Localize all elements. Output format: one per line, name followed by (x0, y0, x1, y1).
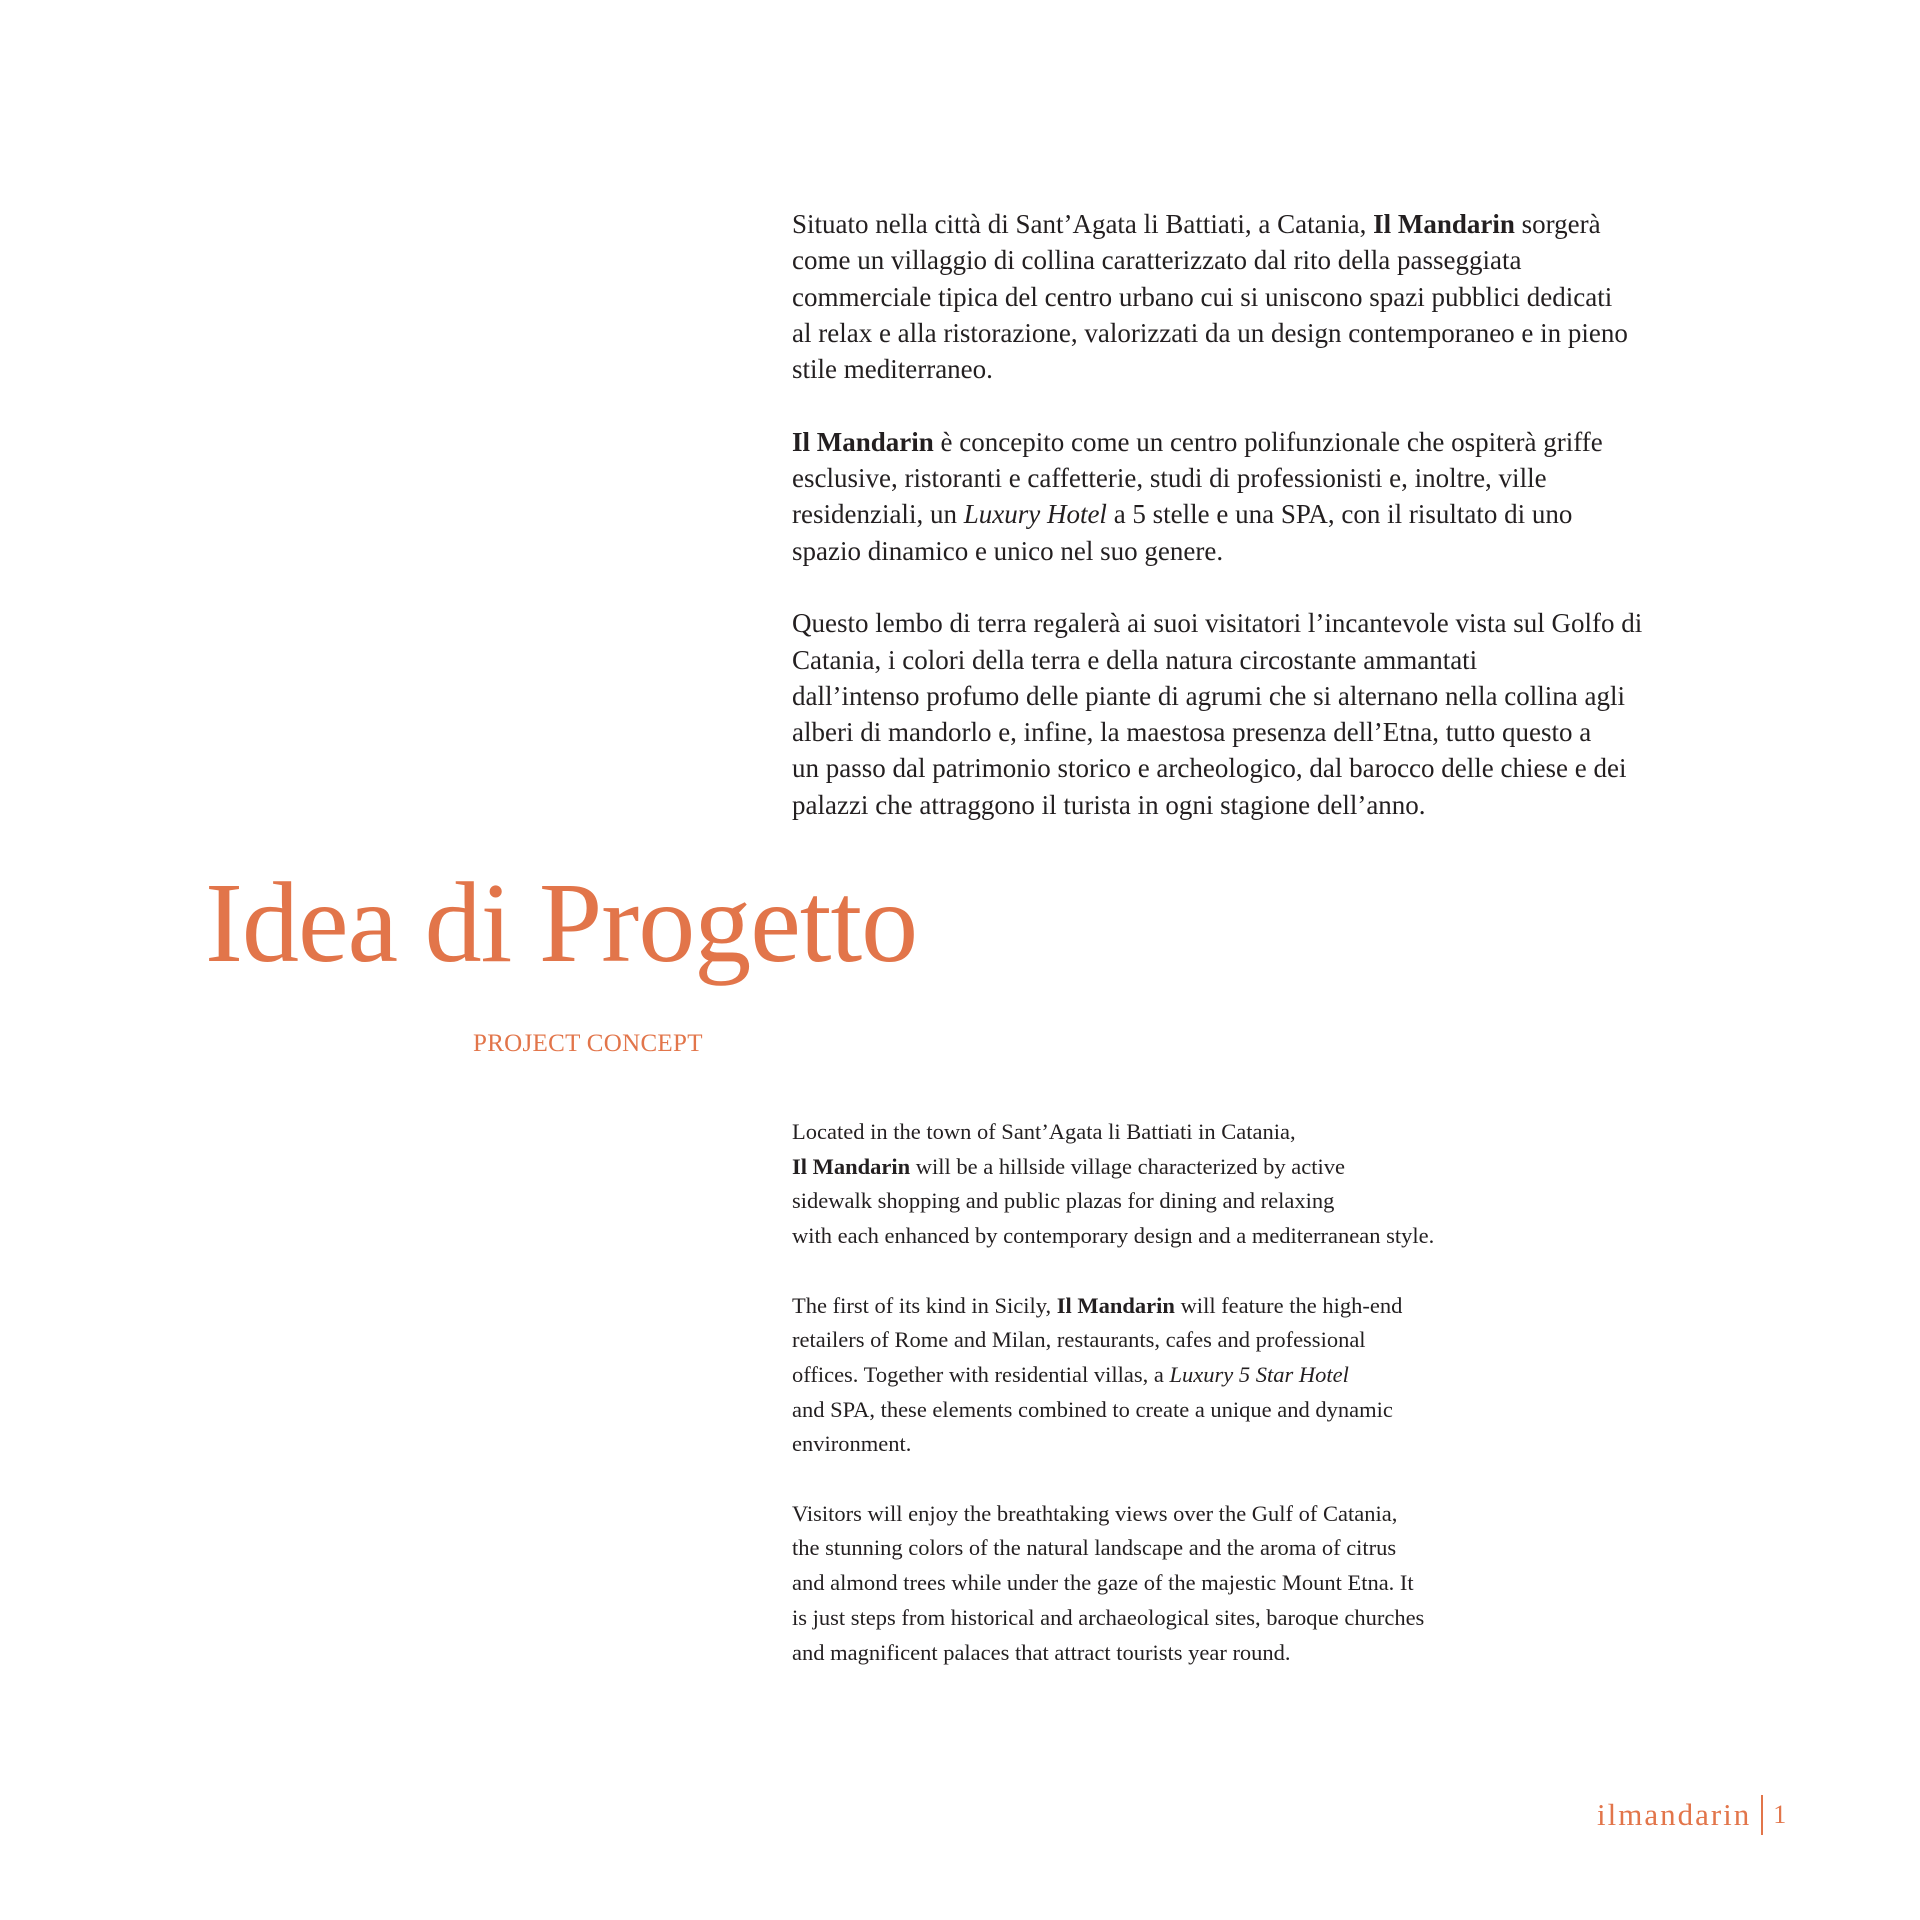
text-line: and SPA, these elements combined to create a unique and dynamic (792, 1396, 1393, 1422)
text-line (792, 1289, 1552, 1324)
text-run: offices. Together with residential villas, a (792, 1361, 1170, 1387)
brand-name: Il Mandarin (1056, 1292, 1175, 1318)
hotel-name: Luxury 5 Star Hotel (1169, 1361, 1349, 1387)
text-line: esclusive, ristoranti e caffetterie, studi di professionisti e, inoltre, ville (792, 463, 1547, 494)
text-line: al relax e alla ristorazione, valorizzati da un design contemporaneo e in pieno (792, 317, 1628, 348)
brand-name: Il Mandarin (1373, 209, 1515, 239)
text-line (792, 1358, 1552, 1393)
italian-paragraph-2 (792, 424, 1752, 569)
text-line: Catania, i colori della terra e della natura circostante ammantati (792, 644, 1478, 675)
text-line: Questo lembo di terra regalerà ai suoi visitatori l’incantevole vista sul Golfo di (792, 608, 1643, 639)
text-line: sidewalk shopping and public plazas for dining and relaxing (792, 1188, 1335, 1214)
english-paragraph-3 (792, 1497, 1552, 1671)
english-paragraph-1 (792, 1115, 1552, 1254)
text-run: è concepito come un centro polifunzionale che ospiterà griffe (933, 426, 1603, 457)
text-line: Visitors will enjoy the breathtaking views over the Gulf of Catania, (792, 1500, 1398, 1526)
text-line: un passo dal patrimonio storico e archeologico, dal barocco delle chiese e dei (792, 753, 1627, 784)
text-run: Situato nella città di Sant’Agata li Battiati, a Catania, (792, 209, 1374, 239)
text-line: retailers of Rome and Milan, restaurants, cafes and professional (792, 1327, 1366, 1353)
text-run: will feature the high-end (1174, 1292, 1403, 1318)
hotel-name: Luxury Hotel (963, 499, 1107, 530)
text-run: residenziali, un (792, 499, 964, 530)
brand-logo: ilmandarin (1597, 1797, 1752, 1832)
text-line: dall’intenso profumo delle piante di agrumi che si alternano nella collina agli (792, 680, 1625, 711)
text-line: and almond trees while under the gaze of the majestic Mount Etna. It (792, 1570, 1414, 1596)
page-number: 1 (1773, 1800, 1787, 1829)
text-line: Located in the town of Sant’Agata li Battiati in Catania, (792, 1119, 1296, 1144)
text-line: with each enhanced by contemporary design and a mediterranean style. (792, 1223, 1435, 1249)
brand-name: Il Mandarin (792, 426, 934, 457)
text-line: and magnificent palaces that attract tourists year round. (792, 1639, 1291, 1665)
english-text-block (792, 1115, 1552, 1705)
text-line: stile mediterraneo. (792, 354, 993, 385)
brand-name: Il Mandarin (792, 1153, 911, 1179)
text-line: come un villaggio di collina caratterizzato dal rito della passeggiata (792, 245, 1522, 276)
text-line (792, 496, 1752, 532)
text-line (792, 1150, 1552, 1185)
text-line: is just steps from historical and archaeological sites, baroque churches (792, 1604, 1425, 1630)
text-line: environment. (792, 1431, 912, 1457)
text-line (792, 206, 1752, 242)
page-subtitle: PROJECT CONCEPT (473, 1030, 703, 1057)
text-run: will be a hillside village characterized by active (910, 1153, 1345, 1179)
footer-divider (1761, 1795, 1763, 1835)
italian-paragraph-3 (792, 605, 1752, 823)
italian-text-block (792, 206, 1752, 859)
italian-paragraph-1 (792, 206, 1752, 387)
page-title: Idea di Progetto (205, 859, 918, 986)
text-run: a 5 stelle e una SPA, con il risultato di uno (1106, 499, 1573, 530)
text-line: alberi di mandorlo e, infine, la maestosa presenza dell’Etna, tutto questo a (792, 717, 1592, 748)
text-run: The first of its kind in Sicily, (792, 1292, 1057, 1318)
text-line: spazio dinamico e unico nel suo genere. (792, 535, 1224, 566)
text-line: palazzi che attraggono il turista in ogni stagione dell’anno. (792, 789, 1426, 820)
english-paragraph-2 (792, 1289, 1552, 1463)
text-run: sorgerà (1514, 209, 1601, 239)
text-line: the stunning colors of the natural landscape and the aroma of citrus (792, 1535, 1397, 1561)
page-footer (1597, 1795, 1786, 1835)
text-line (792, 424, 1752, 460)
text-line: commerciale tipica del centro urbano cui si uniscono spazi pubblici dedicati (792, 281, 1613, 312)
